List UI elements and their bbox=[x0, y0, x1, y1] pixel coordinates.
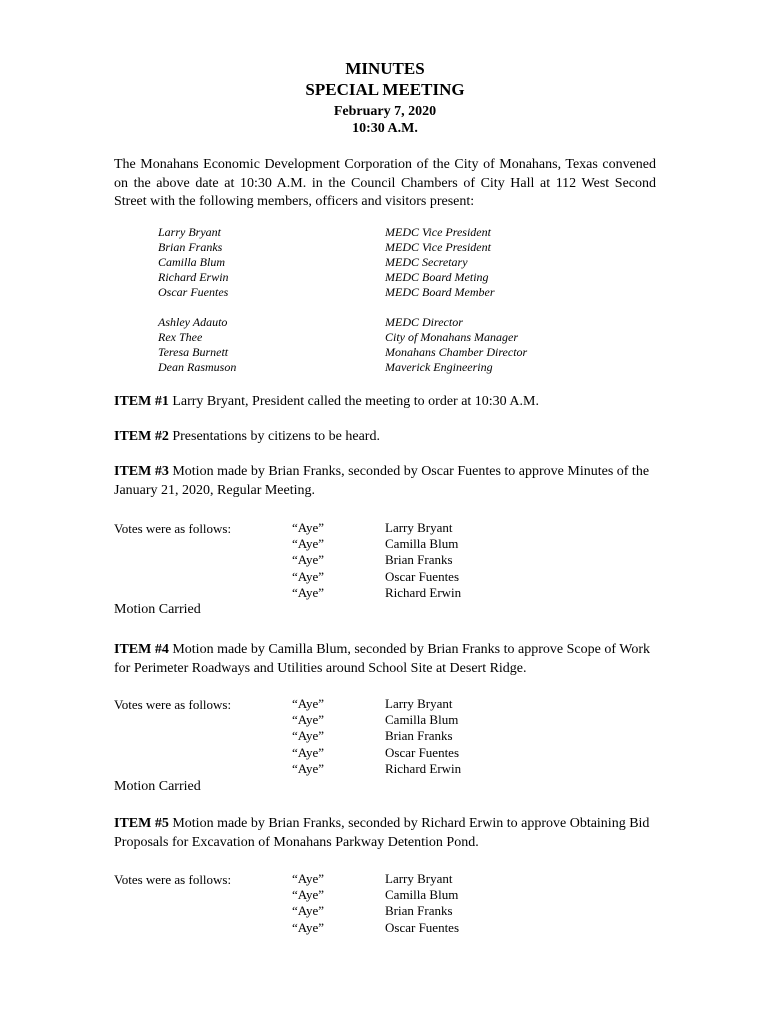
vote-value: “Aye” bbox=[292, 903, 325, 919]
agenda-item-1 bbox=[114, 392, 659, 411]
visitor-name: Dean Rasmuson bbox=[158, 360, 237, 374]
item-text: Presentations by citizens to be heard. bbox=[168, 429, 380, 444]
motion-carried: Motion Carried bbox=[114, 602, 201, 617]
motion-carried: Motion Carried bbox=[114, 779, 201, 794]
title-minutes: MINUTES bbox=[345, 59, 425, 78]
vote-values bbox=[292, 696, 324, 777]
votes-label: Votes were as follows: bbox=[114, 872, 232, 887]
vote-value: “Aye” bbox=[292, 552, 325, 568]
attendee-name: Camilla Blum bbox=[158, 255, 226, 269]
voter-name: Brian Franks bbox=[385, 552, 453, 568]
vote-value: “Aye” bbox=[292, 696, 325, 711]
voter-names bbox=[385, 696, 461, 777]
voter-name: Camilla Blum bbox=[385, 536, 459, 552]
title-special-meeting: SPECIAL MEETING bbox=[305, 80, 465, 99]
item-text: Larry Bryant, President called the meeting to order at 10:30 A.M. bbox=[168, 394, 539, 409]
item-label: ITEM #5 bbox=[114, 816, 169, 831]
meeting-date: February 7, 2020 bbox=[333, 104, 437, 119]
item-label: ITEM #3 bbox=[114, 464, 169, 479]
vote-value: “Aye” bbox=[292, 520, 325, 535]
visitor-role: Monahans Chamber Director bbox=[385, 345, 528, 359]
vote-values bbox=[292, 871, 324, 936]
votes-label: Votes were as follows: bbox=[114, 521, 232, 536]
voter-name: Oscar Fuentes bbox=[385, 568, 460, 584]
item-text: Motion made by Brian Franks, seconded by Richard Erwin to approve Obtaining Bid Proposals for Excavation of Monahans Parkway Detention Pond. bbox=[114, 816, 650, 850]
voter-name: Richard Erwin bbox=[385, 760, 462, 776]
attendee-role: MEDC Vice President bbox=[385, 240, 491, 254]
vote-value: “Aye” bbox=[292, 712, 325, 728]
visitor-role: City of Monahans Manager bbox=[385, 330, 518, 344]
voter-name: Larry Bryant bbox=[385, 520, 453, 535]
meeting-datetime bbox=[0, 103, 770, 137]
item-label: ITEM #4 bbox=[114, 642, 169, 657]
voter-name: Oscar Fuentes bbox=[385, 919, 460, 935]
vote-value: “Aye” bbox=[292, 760, 325, 776]
voter-names bbox=[385, 871, 459, 936]
attendee-name: Brian Franks bbox=[158, 240, 223, 254]
voter-name: Richard Erwin bbox=[385, 584, 462, 600]
item-text: Motion made by Camilla Blum, seconded by Brian Franks to approve Scope of Work for Perimeter Roadways and Utilities around School Site at Desert Ridge. bbox=[114, 642, 650, 676]
voter-name: Camilla Blum bbox=[385, 712, 459, 728]
voter-name: Camilla Blum bbox=[385, 887, 459, 903]
agenda-item-3 bbox=[114, 462, 659, 500]
attendee-role: MEDC Secretary bbox=[385, 255, 468, 269]
attendee-role: MEDC Vice President bbox=[385, 225, 491, 239]
item-label: ITEM #2 bbox=[114, 429, 169, 444]
item-text: Motion made by Brian Franks, seconded by Oscar Fuentes to approve Minutes of the January 21, 2020, Regular Meeting. bbox=[114, 464, 650, 498]
visitor-name: Ashley Adauto bbox=[158, 315, 228, 329]
vote-values bbox=[292, 520, 324, 601]
attendee-role: MEDC Board Meting bbox=[385, 270, 489, 284]
visitor-name: Rex Thee bbox=[158, 330, 203, 344]
visitor-name: Teresa Burnett bbox=[158, 345, 229, 359]
attendee-name: Richard Erwin bbox=[158, 270, 229, 284]
agenda-item-5 bbox=[114, 814, 659, 852]
visitor-role: MEDC Director bbox=[385, 315, 463, 329]
document-title bbox=[0, 58, 770, 100]
votes-label: Votes were as follows: bbox=[114, 697, 232, 712]
attendee-name: Larry Bryant bbox=[158, 225, 221, 239]
meeting-time: 10:30 A.M. bbox=[352, 121, 418, 136]
intro-paragraph: The Monahans Economic Development Corporation of the City of Monahans, Texas convened on the above date at 10:30 A.M. in the Council Chambers of City Hall at 112 West Second Street with the following members, officers and visitors present: bbox=[114, 157, 656, 209]
vote-value: “Aye” bbox=[292, 919, 325, 935]
vote-value: “Aye” bbox=[292, 728, 325, 744]
visitor-role: Maverick Engineering bbox=[385, 360, 493, 374]
voter-name: Oscar Fuentes bbox=[385, 744, 460, 760]
vote-value: “Aye” bbox=[292, 584, 325, 600]
vote-value: “Aye” bbox=[292, 744, 325, 760]
vote-value: “Aye” bbox=[292, 536, 325, 552]
attendee-name: Oscar Fuentes bbox=[158, 285, 229, 299]
vote-value: “Aye” bbox=[292, 871, 325, 886]
voter-name: Brian Franks bbox=[385, 903, 453, 919]
item-label: ITEM #1 bbox=[114, 394, 169, 409]
vote-value: “Aye” bbox=[292, 568, 325, 584]
voter-name: Larry Bryant bbox=[385, 696, 453, 711]
agenda-item-4 bbox=[114, 640, 659, 678]
voter-name: Brian Franks bbox=[385, 728, 453, 744]
vote-value: “Aye” bbox=[292, 887, 325, 903]
attendee-role: MEDC Board Member bbox=[385, 285, 495, 299]
voter-name: Larry Bryant bbox=[385, 871, 453, 886]
agenda-item-2 bbox=[114, 427, 659, 446]
voter-names bbox=[385, 520, 461, 601]
